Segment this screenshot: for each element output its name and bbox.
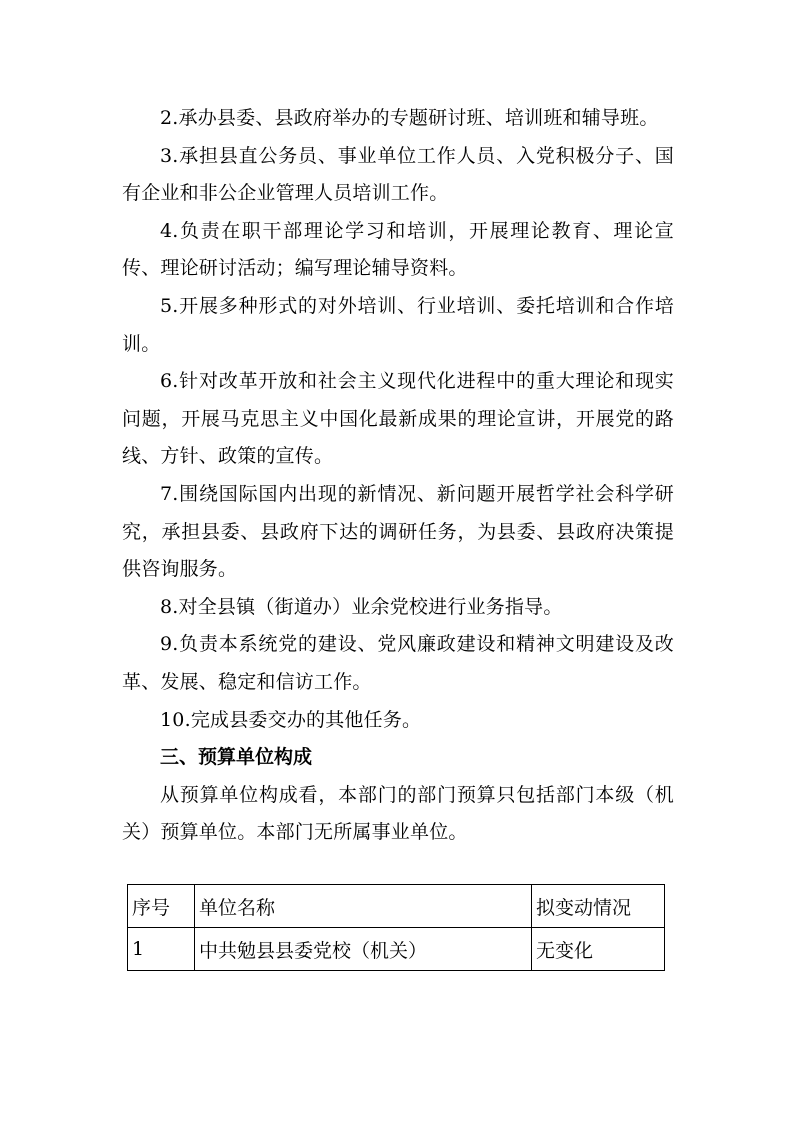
cell-name: 中共勉县县委党校（机关） [195,928,532,971]
duty-item-10: 10.完成县委交办的其他任务。 [160,708,422,731]
budget-units-table [127,884,665,971]
duty-item-9: 9.负责本系统党的建设、党风廉政建设和精神文明建设及改革、发展、稳定和信访工作。 [122,633,674,693]
table-header-row [128,885,665,928]
duty-item-3: 3.承担县直公务员、事业单位工作人员、入党积极分子、国有企业和非公企业管理人员培训工作。 [122,144,674,205]
duty-item-6: 6.针对改革开放和社会主义现代化进程中的重大理论和现实问题，开展马克思主义中国化最新成果的理论宣讲，开展党的路线、方针、政策的宣传。 [122,370,674,468]
header-name: 单位名称 [195,885,532,928]
section-heading: 三、预算单位构成 [160,746,313,769]
header-change: 拟变动情况 [532,885,665,928]
header-no: 序号 [128,885,195,928]
duty-item-8: 8.对全县镇（街道办）业余党校进行业务指导。 [160,595,563,618]
cell-change: 无变化 [532,928,665,971]
cell-no: 1 [128,928,195,971]
duty-item-2: 2.承办县委、县政府举办的专题研讨班、培训班和辅导班。 [160,107,659,129]
table-row [128,928,665,971]
document-body [122,100,674,852]
duty-item-7: 7.围绕国际国内出现的新情况、新问题开展哲学社会科学研究，承担县委、县政府下达的调研任务，为县委、县政府决策提供咨询服务。 [122,482,674,581]
section-intro: 从预算单位构成看，本部门的部门预算只包括部门本级（机关）预算单位。本部门无所属事业单位。 [122,783,674,844]
duty-item-5: 5.开展多种形式的对外培训、行业培训、委托培训和合作培训。 [122,294,674,355]
duty-item-4: 4.负责在职干部理论学习和培训，开展理论教育、理论宣传、理论研讨活动；编写理论辅导资料。 [122,219,674,280]
